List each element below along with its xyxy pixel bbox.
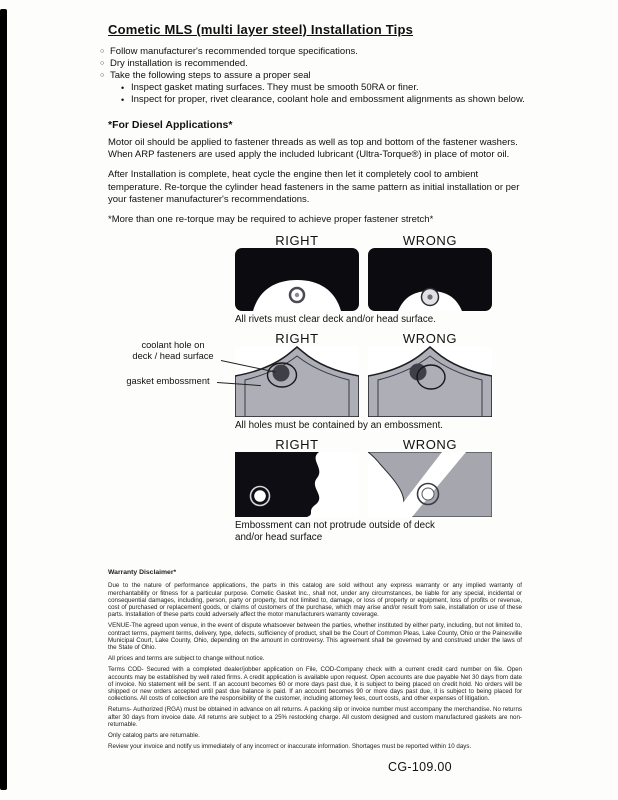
figure-right-column <box>235 332 359 417</box>
warranty-paragraph: All prices and terms are subject to change without notice. <box>108 655 265 663</box>
figure-caption-holes: All holes must be contained by an embossment. <box>235 420 444 432</box>
diesel-applications-section <box>108 119 528 226</box>
gasket-embossment-callout: gasket embossment <box>126 376 210 387</box>
retorque-note: *More than one re-torque may be required to achieve proper fastener stretch* <box>108 214 434 226</box>
figure-wrong-column <box>368 438 492 517</box>
right-label: RIGHT <box>275 437 319 453</box>
figure-wrong-column <box>368 234 492 311</box>
open-bullet-icon: ○ <box>100 48 105 55</box>
figure-caption-rivets: All rivets must clear deck and/or head surface. <box>235 314 436 326</box>
open-bullet-icon: ○ <box>100 72 105 79</box>
warranty-paragraph: Returns- Authorized (RGA) must be obtained in advance on all returns. A packing slip or invoice number must accompany the merchandise. No returns after 30 days from invoice date. All returns are subject to a 25% restocking charge. All custom designed and custom manufactured gaskets are non-returnable. <box>108 706 522 728</box>
list-item-text: Follow manufacturer's recommended torque specifications. <box>110 46 358 57</box>
open-bullet-icon: ○ <box>100 60 105 67</box>
callout-text: deck / head surface <box>132 350 214 361</box>
wrong-label: WRONG <box>402 331 458 347</box>
warranty-section <box>108 569 522 750</box>
list-item-text: Inspect for proper, rivet clearance, coolant hole and embossment alignments as shown below. <box>131 94 525 105</box>
coolant-hole-callout <box>123 340 223 361</box>
list-item-text: Dry installation is recommended. <box>110 58 248 69</box>
list-item <box>100 46 540 58</box>
embossment-protrusion-wrong-diagram <box>368 452 492 517</box>
diesel-paragraph-1: Motor oil should be applied to fastener threads as well as top and bottom of the fastener washers. When ARP fasteners are used apply the included lubricant (Ultra-Torque®) in place of motor oil. <box>108 137 518 161</box>
warranty-paragraph: Terms COD- Secured with a completed dealer/jobber application on File, COD-Company check with a current credit card number on file. Open accounts may be established by well rated firms. A credit application is available upon request. Open accounts are due payable Net 30 days from date of invoice. No statement will be sent. If an account becomes 60 or more days past due, it is subject to being placed on credit hold. No orders will be shipped or new orders accepted until past due balance is paid. If an account becomes 90 or more days past due, it is subject to being placed for collections. All costs of collection are the responsibility of the customer, including attorney fees, court costs, and other expenses of litigation. <box>108 666 522 703</box>
right-label: RIGHT <box>275 331 319 347</box>
filled-bullet-icon: • <box>121 83 125 93</box>
warranty-paragraph: Due to the nature of performance applications, the parts in this catalog are sold without any express warranty or any implied warranty of merchantability or fitness for a particular purpose. Cometic Gasket Inc., shall not, under any circumstances, be liable for any special, incidental or consequential damages, including, person, party or property, but not limited to, damage, or loss of property or equipment, loss of profits or revenue, cost of purchased or replacement goods, or claims of customers of the purchase, which may arise and/or result from sale, installation or use of these parts. Installation of these parts could adversely affect the motor manufacturers warranty coverage. <box>108 582 522 619</box>
diesel-paragraph-2: After Installation is complete, heat cycle the engine then let it completely cool to ambient temperature. Re-torque the cylinder head fasteners in the same pattern as initial installation or per your fastener manufacturer's recommendations. <box>108 169 520 205</box>
figure-row-rivets <box>235 234 493 311</box>
list-item <box>121 94 540 106</box>
figure-right-column <box>235 438 359 517</box>
figures-section <box>126 233 493 543</box>
embossment-protrusion-right-diagram <box>235 452 359 517</box>
list-item-text: Take the following steps to assure a proper seal <box>110 70 311 81</box>
scan-edge-bar <box>0 9 7 790</box>
figure-row-holes <box>126 331 493 417</box>
warranty-paragraph: VENUE-The agreed upon venue, in the event of dispute whatsoever between the parties, whether instituted by either party, including, but not limited to, contract terms, payment terms, delivery, type, defects, sufficiency of product, shall be the Court of Common Pleas, Lake County, Ohio or the Painesville Municipal Court, Lake County, Ohio, depending on the amount in controversy. This agreement shall be governed by and construed under the laws of the State of Ohio. <box>108 622 522 652</box>
page-title: Cometic MLS (multi layer steel) Installation Tips <box>108 22 414 37</box>
installation-tips-list <box>100 46 540 106</box>
coolant-hole-wrong-diagram <box>368 346 492 417</box>
figure-wrong-column <box>368 332 492 417</box>
warranty-paragraph: Review your invoice and notify us immediately of any incorrect or inaccurate information. Shortages must be reported within 10 days. <box>108 743 472 751</box>
list-item <box>100 70 540 82</box>
figure-row-embossment <box>235 438 493 517</box>
warranty-paragraph: Only catalog parts are returnable. <box>108 732 200 740</box>
filled-bullet-icon: • <box>121 95 125 105</box>
rivet-clearance-wrong-diagram <box>368 248 492 311</box>
page-code: CG-109.00 <box>388 760 452 774</box>
coolant-hole-right-diagram <box>235 346 359 417</box>
warranty-heading: Warranty Disclaimer* <box>108 569 177 577</box>
figure-caption-embossment: Embossment can not protrude outside of deck and/or head surface <box>235 520 435 543</box>
list-item <box>121 82 540 94</box>
figure-right-column <box>235 234 359 311</box>
right-label: RIGHT <box>275 233 319 249</box>
list-item <box>100 58 540 70</box>
wrong-label: WRONG <box>402 437 458 453</box>
callout-text: coolant hole on <box>141 340 205 351</box>
page-content <box>100 22 540 754</box>
rivet-clearance-right-diagram <box>235 248 359 311</box>
wrong-label: WRONG <box>402 233 458 249</box>
list-item-text: Inspect gasket mating surfaces. They must be smooth 50RA or finer. <box>131 82 419 93</box>
diesel-heading: *For Diesel Applications* <box>108 119 233 131</box>
